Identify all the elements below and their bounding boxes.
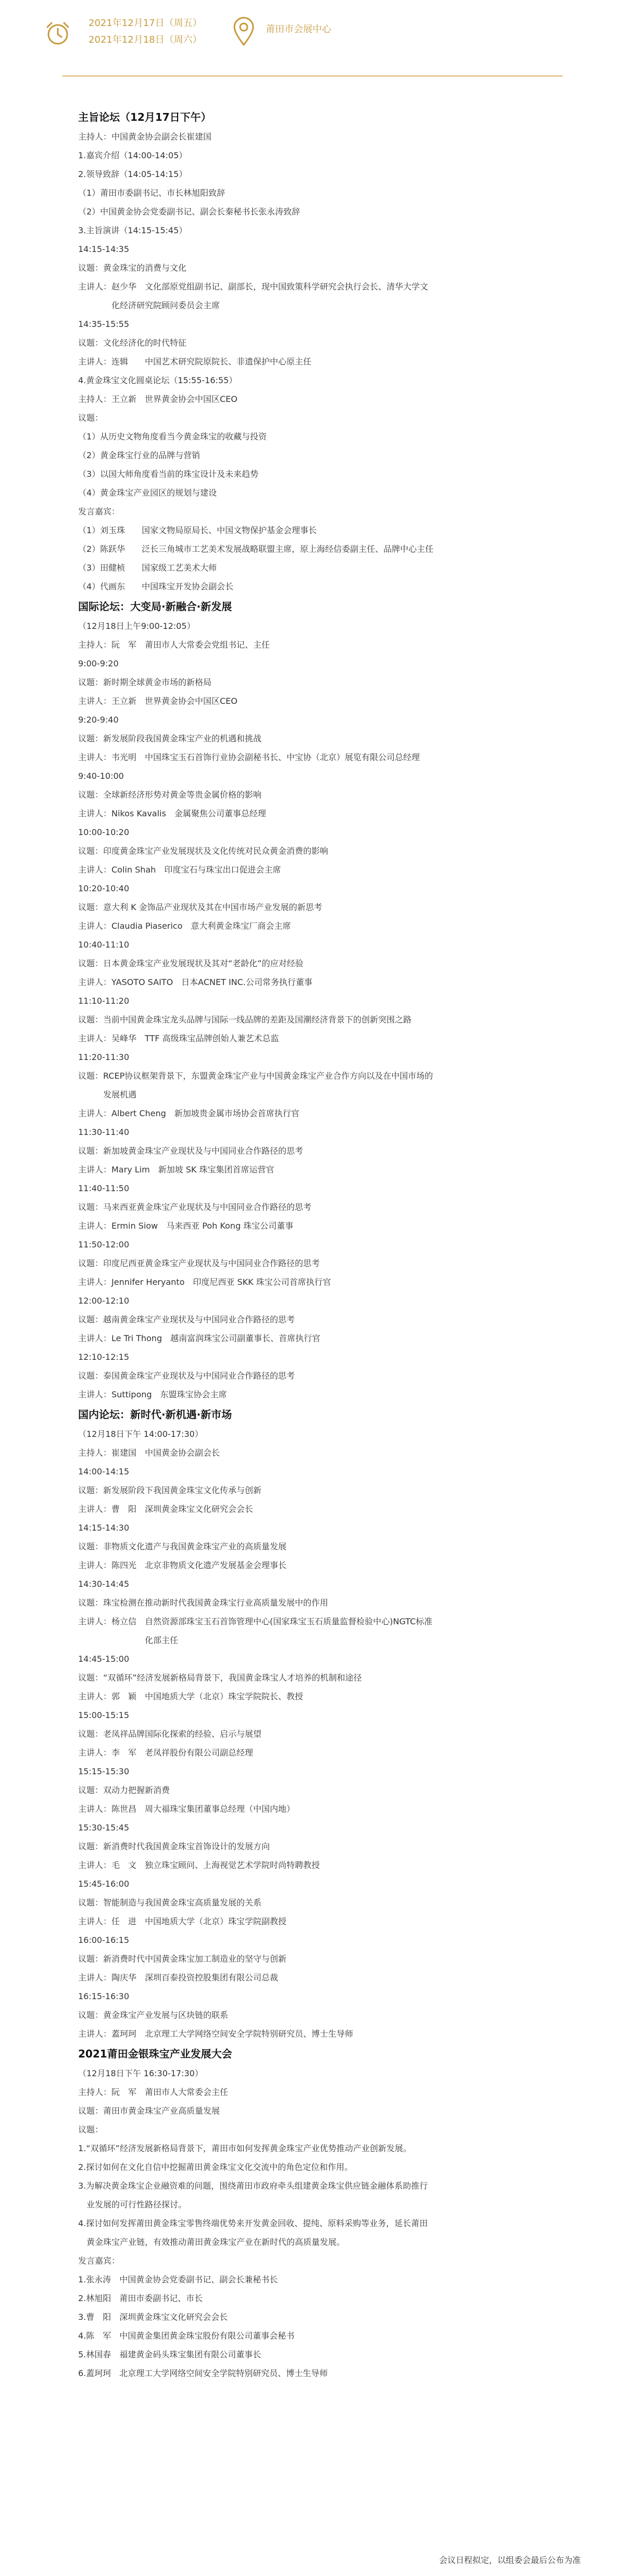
agenda-line: 主讲人：曹 阳 深圳黄金珠宝文化研究会会长 — [78, 1504, 254, 1514]
agenda-line: 10:40-11:10 — [78, 940, 129, 950]
agenda-line: 主讲人：韦光明 中国珠宝玉石首饰行业协会副秘书长、中宝协（北京）展览有限公司总经理 — [78, 752, 420, 762]
agenda-content — [78, 107, 557, 2383]
agenda-line: 议题：双动力把握新消费 — [78, 1785, 170, 1795]
agenda-line: （3）田健桢 国家级工艺美术大师 — [78, 563, 217, 573]
agenda-line: （2）陈跃华 泛长三角城市工艺美术发展战略联盟主席，原上海经信委副主任、品牌中心主任 — [78, 544, 434, 554]
agenda-line: 议题：印度尼西亚黄金珠宝产业现状及与中国同业合作路径的思考 — [78, 1258, 320, 1268]
footer-note: 会议日程拟定，以组委会最后公布为准 — [439, 2555, 581, 2565]
location-text: 莆田市会展中心 — [266, 24, 331, 35]
date-line-2: 2021年12月18日（周六） — [89, 34, 202, 45]
agenda-line: （1）从历史文物角度看当今黄金珠宝的收藏与投资 — [78, 432, 267, 441]
section-title: 主旨论坛（12月17日下午） — [78, 111, 211, 123]
agenda-line: 业发展的可行性路径探讨。 — [78, 2200, 187, 2209]
agenda-line: 发展机遇 — [78, 1090, 137, 1100]
agenda-line: 主讲人：陈世昌 周大福珠宝集团董事总经理（中国内地） — [78, 1804, 295, 1814]
agenda-line: （3）以国大师角度看当前的珠宝设计及未来趋势 — [78, 469, 259, 479]
agenda-line: 主讲人：蓋珂珂 北京理工大学网络空间安全学院特别研究员、博士生导师 — [78, 2029, 354, 2039]
agenda-line: 5.林国春 福建黄金码头珠宝集团有限公司董事长 — [78, 2350, 261, 2359]
agenda-line: 9:40-10:00 — [78, 771, 124, 781]
agenda-line: 主持人：阮 军 莆田市人大常委会主任 — [78, 2087, 229, 2097]
agenda-line: 主持人：中国黄金协会副会长崔建国 — [78, 132, 212, 142]
agenda-line: 11:30-11:40 — [78, 1127, 129, 1137]
agenda-line: （2）中国黄金协会党委副书记、副会长秦秘书长张永涛致辞 — [78, 207, 301, 217]
agenda-line: 16:15-16:30 — [78, 1991, 129, 2001]
agenda-line: 议题：泰国黄金珠宝产业现状及与中国同业合作路径的思考 — [78, 1371, 295, 1381]
agenda-line: 议题：新消费时代我国黄金珠宝首饰设计的发展方向 — [78, 1841, 270, 1851]
agenda-line: 议题：全球新经济形势对黄金等贵金属价格的影响 — [78, 790, 262, 800]
agenda-line: （1）刘玉珠 国家文物局原局长、中国文物保护基金会理事长 — [78, 525, 317, 535]
agenda-line: 主持人：阮 军 莆田市人大常委会党组书记、主任 — [78, 640, 270, 650]
agenda-line: 10:00-10:20 — [78, 827, 129, 837]
agenda-line: 3.曹 阳 深圳黄金珠宝文化研究会会长 — [78, 2312, 228, 2322]
agenda-line: 议题： — [78, 2125, 104, 2135]
agenda-line: 9:20-9:40 — [78, 715, 119, 725]
agenda-line: 主讲人：李 军 老凤祥股份有限公司副总经理 — [78, 1748, 254, 1758]
agenda-line: 主持人：崔建国 中国黄金协会副会长 — [78, 1448, 220, 1458]
agenda-line: 黄金珠宝产业链，有效推动莆田黄金珠宝产业在新时代的高质量发展。 — [78, 2237, 345, 2247]
agenda-line: 主讲人：毛 文 独立珠宝顾问、上海视觉艺术学院时尚特聘教授 — [78, 1860, 320, 1870]
agenda-line: （12月18日下午 16:30-17:30） — [78, 2068, 203, 2078]
agenda-line: （12月18日下午 14:00-17:30） — [78, 1429, 203, 1439]
agenda-line: 主讲人：YASOTO SAITO 日本ACNET INC.公司常务执行董事 — [78, 977, 312, 987]
agenda-line: 主讲人：Mary Lim 新加坡 SK 珠宝集团首席运营官 — [78, 1165, 274, 1175]
agenda-line: 10:20-10:40 — [78, 883, 129, 893]
agenda-line: （2）黄金珠宝行业的品牌与营销 — [78, 450, 201, 460]
agenda-line: 议题：越南黄金珠宝产业现状及与中国同业合作路径的思考 — [78, 1315, 295, 1324]
agenda-line: 议题：新时期全球黄金市场的新格局 — [78, 677, 212, 687]
agenda-line: 11:10-11:20 — [78, 996, 129, 1006]
agenda-line: 议题：智能制造与我国黄金珠宝高质量发展的关系 — [78, 1898, 262, 1908]
agenda-line: 议题：马来西亚黄金珠宝产业现状及与中国同业合作路径的思考 — [78, 1202, 312, 1212]
agenda-line: 议题：新发展阶段我国黄金珠宝产业的机遇和挑战 — [78, 734, 262, 743]
agenda-line: （1）莆田市委副书记、市长林旭阳致辞 — [78, 188, 226, 198]
location-pin-icon — [232, 16, 256, 49]
agenda-line: 11:40-11:50 — [78, 1183, 129, 1193]
agenda-line: 议题：日本黄金珠宝产业发展现状及其对“老龄化”的应对经验 — [78, 958, 304, 968]
agenda-line: 9:00-9:20 — [78, 659, 119, 668]
agenda-line: 14:00-14:15 — [78, 1467, 129, 1476]
agenda-line: 14:15-14:35 — [78, 244, 129, 254]
agenda-line: 议题： — [78, 413, 104, 423]
agenda-line: 议题：新加坡黄金珠宝产业现状及与中国同业合作路径的思考 — [78, 1146, 304, 1156]
agenda-line: 1.张永涛 中国黄金协会党委副书记、副会长兼秘书长 — [78, 2275, 278, 2284]
agenda-line: 议题：老凤祥品牌国际化探索的经验、启示与展望 — [78, 1729, 262, 1739]
agenda-line: 主讲人：连辑 中国艺术研究院原院长、非遗保护中心原主任 — [78, 357, 312, 367]
agenda-line: 主讲人：Colin Shah 印度宝石与珠宝出口促进会主席 — [78, 865, 281, 875]
agenda-line: 15:45-16:00 — [78, 1879, 129, 1889]
agenda-line: 15:30-15:45 — [78, 1823, 129, 1833]
agenda-line: 主讲人：郭 颖 中国地质大学（北京）珠宝学院院长、教授 — [78, 1691, 304, 1701]
agenda-line: 议题：新发展阶段下我国黄金珠宝文化传承与创新 — [78, 1485, 262, 1495]
agenda-line: 议题：新消费时代中国黄金珠宝加工制造业的坚守与创新 — [78, 1954, 287, 1964]
agenda-line: 1.“双循环”经济发展新格局背景下，莆田市如何发挥黄金珠宝产业优势推动产业创新发展。 — [78, 2143, 411, 2153]
agenda-line: 主讲人：Le Tri Thong 越南富润珠宝公司副董事长、首席执行官 — [78, 1333, 321, 1343]
agenda-line: 议题：“双循环”经济发展新格局背景下，我国黄金珠宝人才培养的机制和途径 — [78, 1673, 362, 1683]
agenda-line: 议题：莆田市黄金珠宝产业高质量发展 — [78, 2106, 220, 2116]
agenda-line: 主讲人：Claudia Piaserico 意大利黄金珠宝厂商会主席 — [78, 921, 291, 931]
agenda-line: 15:00-15:15 — [78, 1710, 129, 1720]
agenda-line: 14:15-14:30 — [78, 1523, 129, 1533]
agenda-line: 主持人：王立新 世界黄金协会中国区CEO — [78, 394, 238, 404]
agenda-line: 主讲人：任 进 中国地质大学（北京）珠宝学院副教授 — [78, 1916, 287, 1926]
date-line-1: 2021年12月17日（周五） — [89, 18, 202, 29]
agenda-line: 议题：意大利 K 金饰品产业现状及其在中国市场产业发展的新思考 — [78, 902, 322, 912]
agenda-line: 主讲人：陶庆华 深圳百泰投资控股集团有限公司总裁 — [78, 1973, 279, 1982]
agenda-line: 主讲人：杨立信 自然资源部珠宝玉石首饰管理中心(国家珠宝玉石质量监督检验中心)NGTC标准 — [78, 1617, 433, 1626]
agenda-line: 议题：珠宝检测在推动新时代我国黄金珠宝行业高质量发展中的作用 — [78, 1598, 329, 1608]
agenda-line: 3.为解决黄金珠宝企业融资难的问题，围绕莆田市政府牵头组建黄金珠宝供应链金融体系助推行 — [78, 2181, 428, 2191]
agenda-line: 主讲人：Albert Cheng 新加坡贵金属市场协会首席执行官 — [78, 1108, 299, 1118]
agenda-line: 主讲人：王立新 世界黄金协会中国区CEO — [78, 696, 238, 706]
agenda-line: 1.嘉宾介绍（14:00-14:05） — [78, 150, 188, 160]
agenda-line: 2.林旭阳 莆田市委副书记、市长 — [78, 2293, 203, 2303]
agenda-line: 议题：黄金珠宝的消费与文化 — [78, 263, 187, 273]
agenda-line: 化部主任 — [78, 1635, 179, 1645]
header — [0, 0, 625, 83]
agenda-line: 主讲人：吴峰华 TTF 高级珠宝品牌创始人兼艺术总监 — [78, 1033, 279, 1043]
agenda-line: （12月18日上午9:00-12:05） — [78, 621, 195, 631]
agenda-line: 14:35-15:55 — [78, 319, 129, 329]
agenda-line: 2.领导致辞（14:05-14:15） — [78, 169, 188, 179]
agenda-line: 议题：印度黄金珠宝产业发展现状及文化传统对民众黄金消费的影响 — [78, 846, 329, 856]
agenda-line: 化经济研究院顾问委员会主席 — [78, 300, 220, 310]
agenda-line: 4.探讨如何发挥莆田黄金珠宝零售终端优势来开发黄金回收、提纯、原料采购等业务，延长莆田 — [78, 2218, 428, 2228]
agenda-line: 议题：当前中国黄金珠宝龙头品牌与国际一线品牌的差距及国潮经济背景下的创新突围之路 — [78, 1015, 412, 1025]
agenda-line: 主讲人：Suttipong 东盟珠宝协会主席 — [78, 1390, 227, 1399]
agenda-line: 议题：文化经济化的时代特征 — [78, 338, 187, 348]
agenda-line: 16:00-16:15 — [78, 1935, 129, 1945]
section-title: 国际论坛：大变局·新融合·新发展 — [78, 600, 232, 613]
agenda-line: 11:20-11:30 — [78, 1052, 129, 1062]
agenda-line: （4）黄金珠宝产业园区的规划与建设 — [78, 488, 217, 498]
agenda-line: 12:00-12:10 — [78, 1296, 129, 1306]
agenda-line: 发言嘉宾： — [78, 507, 120, 516]
header-divider — [63, 75, 562, 77]
agenda-line: 14:30-14:45 — [78, 1579, 129, 1589]
agenda-line: 4.陈 军 中国黄金集团黄金珠宝股份有限公司董事会秘书 — [78, 2331, 295, 2341]
agenda-line: 4.黄金珠宝文化圆桌论坛（15:55-16:55） — [78, 375, 238, 385]
agenda-line: 11:50-12:00 — [78, 1240, 129, 1249]
agenda-line: 2.探讨如何在文化自信中挖掘莆田黄金珠宝文化交流中的角色定位和作用。 — [78, 2162, 353, 2172]
alarm-clock-icon — [44, 20, 71, 49]
agenda-line: 议题：黄金珠宝产业发展与区块链的联系 — [78, 2010, 229, 2020]
section-title: 国内论坛：新时代·新机遇·新市场 — [78, 1408, 232, 1421]
agenda-line: 议题：非物质文化遗产与我国黄金珠宝产业的高质量发展 — [78, 1542, 287, 1551]
agenda-line: 主讲人：陈四光 北京非物质文化遗产发展基金会理事长 — [78, 1560, 287, 1570]
agenda-line: 6.蓋珂珂 北京理工大学网络空间安全学院特别研究员、博士生导师 — [78, 2368, 328, 2378]
agenda-line: 14:45-15:00 — [78, 1654, 129, 1664]
agenda-line: 发言嘉宾： — [78, 2256, 120, 2266]
agenda-line: 议题：RCEP协议框架背景下，东盟黄金珠宝产业与中国黄金珠宝产业合作方向以及在中国市场的 — [78, 1071, 433, 1081]
agenda-line: 主讲人：赵少华 文化部原党组副书记、副部长，现中国致策科学研究会执行会长、清华大学文 — [78, 282, 429, 292]
agenda-line: 3.主旨演讲（14:15-15:45） — [78, 225, 188, 235]
agenda-line: 主讲人：Ermin Siow 马来西亚 Poh Kong 珠宝公司董事 — [78, 1221, 294, 1231]
agenda-line: 主讲人：Jennifer Heryanto 印度尼西亚 SKK 珠宝公司首席执行官 — [78, 1277, 331, 1287]
agenda-line: （4）代画东 中国珠宝开发协会副会长 — [78, 582, 234, 591]
agenda-line: 主讲人：Nikos Kavalis 金属聚焦公司董事总经理 — [78, 809, 266, 818]
agenda-line: 12:10-12:15 — [78, 1352, 129, 1362]
agenda-line: 15:15-15:30 — [78, 1766, 129, 1776]
section-title: 2021莆田金银珠宝产业发展大会 — [78, 2048, 232, 2060]
